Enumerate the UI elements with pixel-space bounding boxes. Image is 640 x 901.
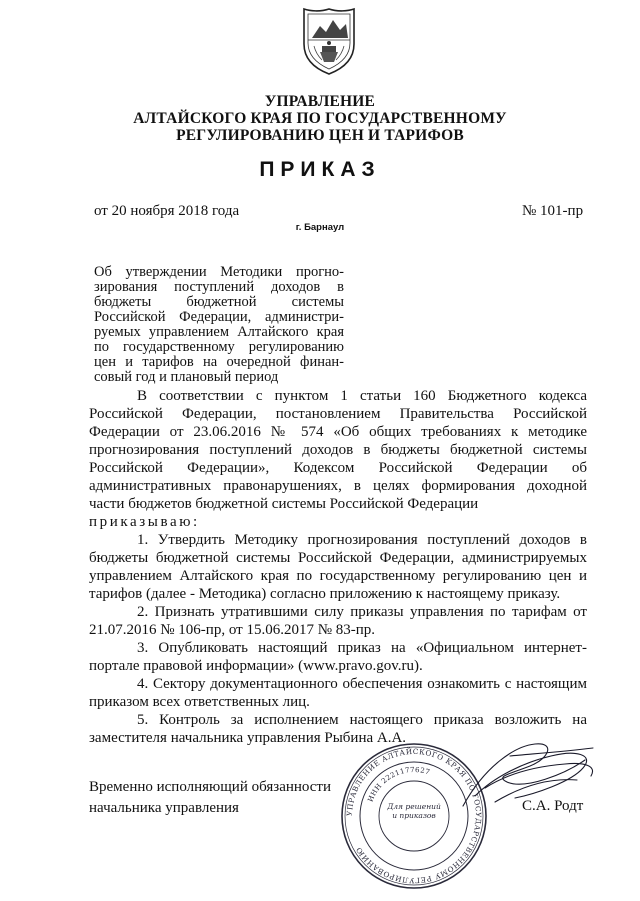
- signatory-position: [89, 777, 349, 819]
- org-name-line-1: УПРАВЛЕНИЕ: [264, 93, 376, 110]
- signatory-position-line: начальника управления: [89, 800, 239, 816]
- body-line: Российской Федерации», Кодексом Российской Федерации об: [89, 460, 587, 476]
- order-directive: приказываю:: [89, 514, 200, 530]
- body-line: бюджеты бюджетной системы Российской Федерации, администрируемых: [89, 550, 587, 566]
- subject-line: по государственному регулированию: [94, 340, 344, 355]
- subject-line: совый год и плановый период: [94, 370, 279, 385]
- body-line: Российской Федерации, постановлением Правительства Российской: [89, 406, 587, 422]
- subject-line: цен и тарифов на очередной финан-: [94, 355, 344, 370]
- body-item-5: 5. Контроль за исполнением настоящего приказа возложить на: [137, 712, 587, 728]
- body-line: приказом всех ответственных лиц.: [89, 694, 310, 710]
- org-name-line-2: АЛТАЙСКОГО КРАЯ ПО ГОСУДАРСТВЕННОМУ: [133, 110, 507, 127]
- order-body: [89, 387, 587, 747]
- body-line: В соответствии с пунктом 1 статьи 160 Бюджетного кодекса: [137, 388, 587, 404]
- order-subject: [94, 265, 344, 385]
- body-line: Федерации от 23.06.2016 № 574 «Об общих требованиях к методике: [89, 424, 587, 440]
- order-number: № 101-пр: [522, 203, 584, 219]
- handwritten-signature-icon: [455, 736, 605, 826]
- body-line: административных правонарушениях, в целях формирования доходной: [89, 478, 587, 494]
- body-item-3: 3. Опубликовать настоящий приказ на «Официальном интернет-: [137, 640, 587, 656]
- subject-line: Об утверждении Методики прогно-: [94, 265, 344, 280]
- org-name-line-3: РЕГУЛИРОВАНИЮ ЦЕН И ТАРИФОВ: [176, 127, 464, 144]
- body-line: части бюджетов бюджетной системы Российской Федерации: [89, 496, 479, 512]
- body-item-1: 1. Утвердить Методику прогнозирования поступлений доходов в: [137, 532, 587, 548]
- subject-line: зирования поступлений доходов в: [94, 280, 344, 295]
- body-line: заместителя начальника управления Рыбина А.А.: [89, 730, 407, 746]
- stamp-ring-text: УПРАВЛЕНИЕ АЛТАЙСКОГО КРАЯ ПО ГОСУДАРСТВЕННОМУ РЕГУЛИРОВАНИЮ: [344, 746, 484, 886]
- body-line: тарифов (далее - Методика) согласно приложению к настоящему приказу.: [89, 586, 561, 602]
- document-type-title: ПРИКАЗ: [259, 158, 381, 181]
- body-item-4: 4. Сектору документационного обеспечения ознакомить с настоящим: [137, 676, 587, 692]
- stamp-center-text: Для решений и приказов: [387, 802, 441, 820]
- subject-line: Российской Федерации, администри-: [94, 310, 344, 325]
- signatory-name: С.А. Родт: [522, 798, 584, 814]
- body-item-2: 2. Признать утратившими силу приказы управления по тарифам от: [137, 604, 587, 620]
- subject-line: бюджеты бюджетной системы: [94, 295, 344, 310]
- order-date: от 20 ноября 2018 года: [94, 203, 240, 219]
- body-line: 21.07.2016 № 106-пр, от 15.06.2017 № 83-пр.: [89, 622, 376, 638]
- subject-line: руемых управлением Алтайского края: [94, 325, 344, 340]
- coat-of-arms-icon: [298, 6, 360, 76]
- body-line: управлением Алтайского края по государственному регулированию цен и: [89, 568, 587, 584]
- order-city: г. Барнаул: [295, 222, 345, 233]
- body-line: прогнозирования поступлений доходов в бюджеты бюджетной системы: [89, 442, 587, 458]
- signatory-position-line: Временно исполняющий обязанности: [89, 779, 332, 795]
- stamp-inn-text: ИНН 2221177627: [366, 765, 432, 804]
- body-line: портале правовой информации» (www.pravo.gov.ru).: [89, 658, 423, 674]
